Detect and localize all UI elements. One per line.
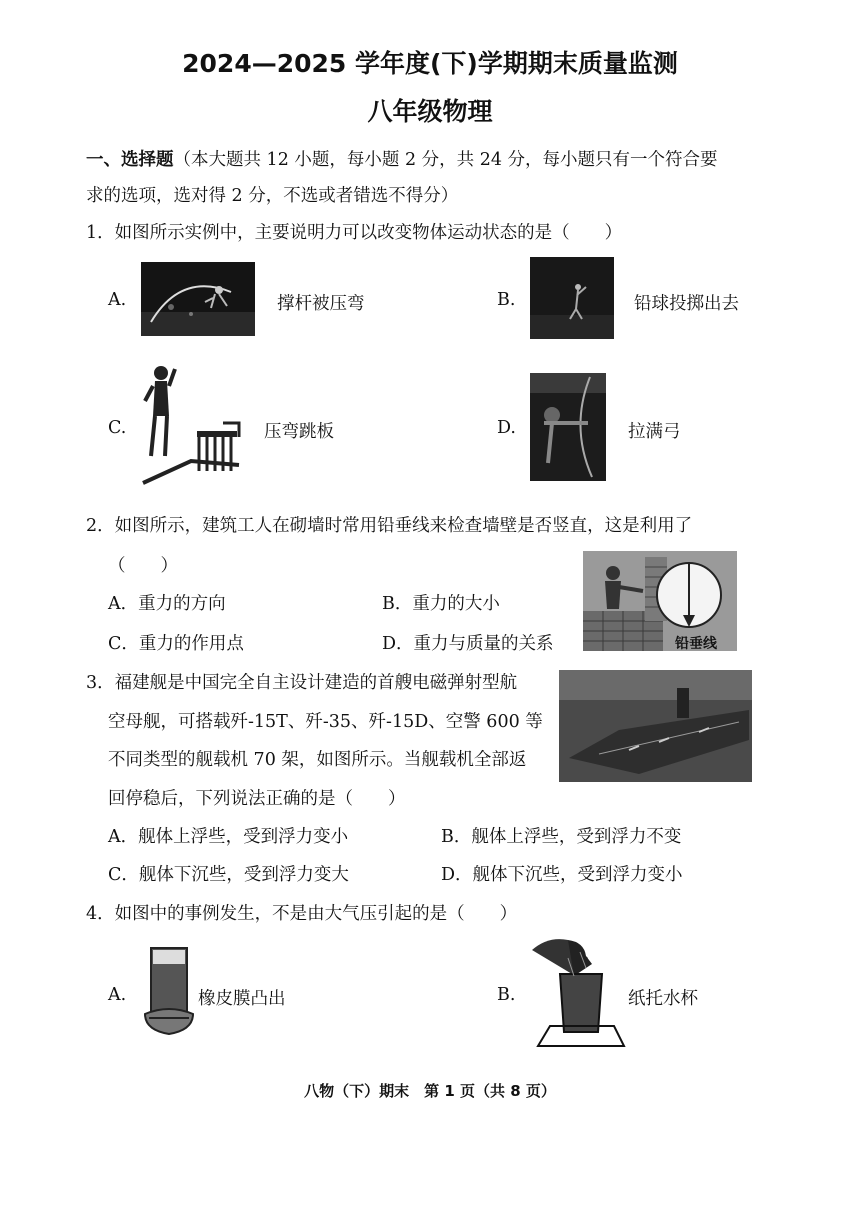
q1-option-d-text: 拉满弓 [628, 422, 681, 442]
section-desc-line2: 求的选项，选对得 2 分，不选或者错选不得分） [86, 186, 459, 206]
exam-subtitle: 八年级物理 [367, 97, 493, 126]
q1-option-a-text: 撑杆被压弯 [277, 294, 365, 314]
q2-option-d: D．重力与质量的关系 [382, 634, 554, 654]
q3-option-c: C．舰体下沉些，受到浮力变大 [108, 865, 349, 885]
aircraft-carrier-photo [559, 670, 752, 782]
q3-line2: 空母舰，可搭载歼-15T、歼-35、歼-15D、空警 600 等 [108, 712, 543, 732]
paper-holds-water-cup-illustration [528, 934, 634, 1052]
q3-option-a: A．舰体上浮些，受到浮力变小 [108, 827, 349, 847]
q3-line4: 回停稳后，下列说法正确的是（ ） [108, 789, 406, 809]
rubber-membrane-illustration [141, 944, 197, 1040]
page-footer: 八物（下）期末 第 1 页（共 8 页） [304, 1082, 556, 1100]
q2-blank: （ ） [108, 556, 178, 576]
pole-vault-photo [141, 262, 255, 336]
q1-option-c-text: 压弯跳板 [264, 422, 334, 442]
q1-option-b-letter: B. [497, 290, 516, 310]
q2-option-c: C．重力的作用点 [108, 634, 244, 654]
q3-option-b: B．舰体上浮些，受到浮力不变 [441, 827, 682, 847]
q3-line3: 不同类型的舰载机 70 架，如图所示。当舰载机全部返 [108, 750, 527, 770]
q1-option-a-letter: A. [108, 290, 127, 310]
q1-option-d-letter: D. [497, 418, 516, 438]
springboard-illustration [141, 361, 241, 489]
q4-stem: 4．如图中的事例发生，不是由大气压引起的是（ ） [86, 904, 518, 924]
q4-option-b-letter: B. [497, 985, 516, 1005]
q1-option-c-letter: C. [108, 418, 127, 438]
q4-option-a-letter: A. [108, 985, 127, 1005]
plumb-line-label: 铅垂线 [675, 636, 717, 652]
q2-option-a: A．重力的方向 [108, 594, 226, 614]
q4-option-b-text: 纸托水杯 [628, 989, 698, 1009]
exam-title: 2024—2025 学年度(下)学期期末质量监测 [182, 49, 678, 78]
q2-stem: 2．如图所示，建筑工人在砌墙时常用铅垂线来检查墙壁是否竖直，这是利用了 [86, 516, 693, 536]
q1-option-b-text: 铅球投掷出去 [634, 294, 739, 314]
q1-stem: 1．如图所示实例中，主要说明力可以改变物体运动状态的是（ ） [86, 223, 623, 243]
shot-put-photo [530, 257, 614, 339]
q3-line1: 3．福建舰是中国完全自主设计建造的首艘电磁弹射型航 [86, 673, 518, 693]
q3-option-d: D．舰体下沉些，受到浮力变小 [441, 865, 683, 885]
section-description [86, 146, 718, 171]
archery-photo [530, 373, 606, 481]
section-heading: 一、选择题 [86, 150, 174, 170]
q4-option-a-text: 橡皮膜凸出 [198, 989, 286, 1009]
q2-option-b: B．重力的大小 [382, 594, 500, 614]
section-desc-line1: （本大题共 12 小题，每小题 2 分，共 24 分，每小题只有一个符合要 [173, 150, 718, 170]
